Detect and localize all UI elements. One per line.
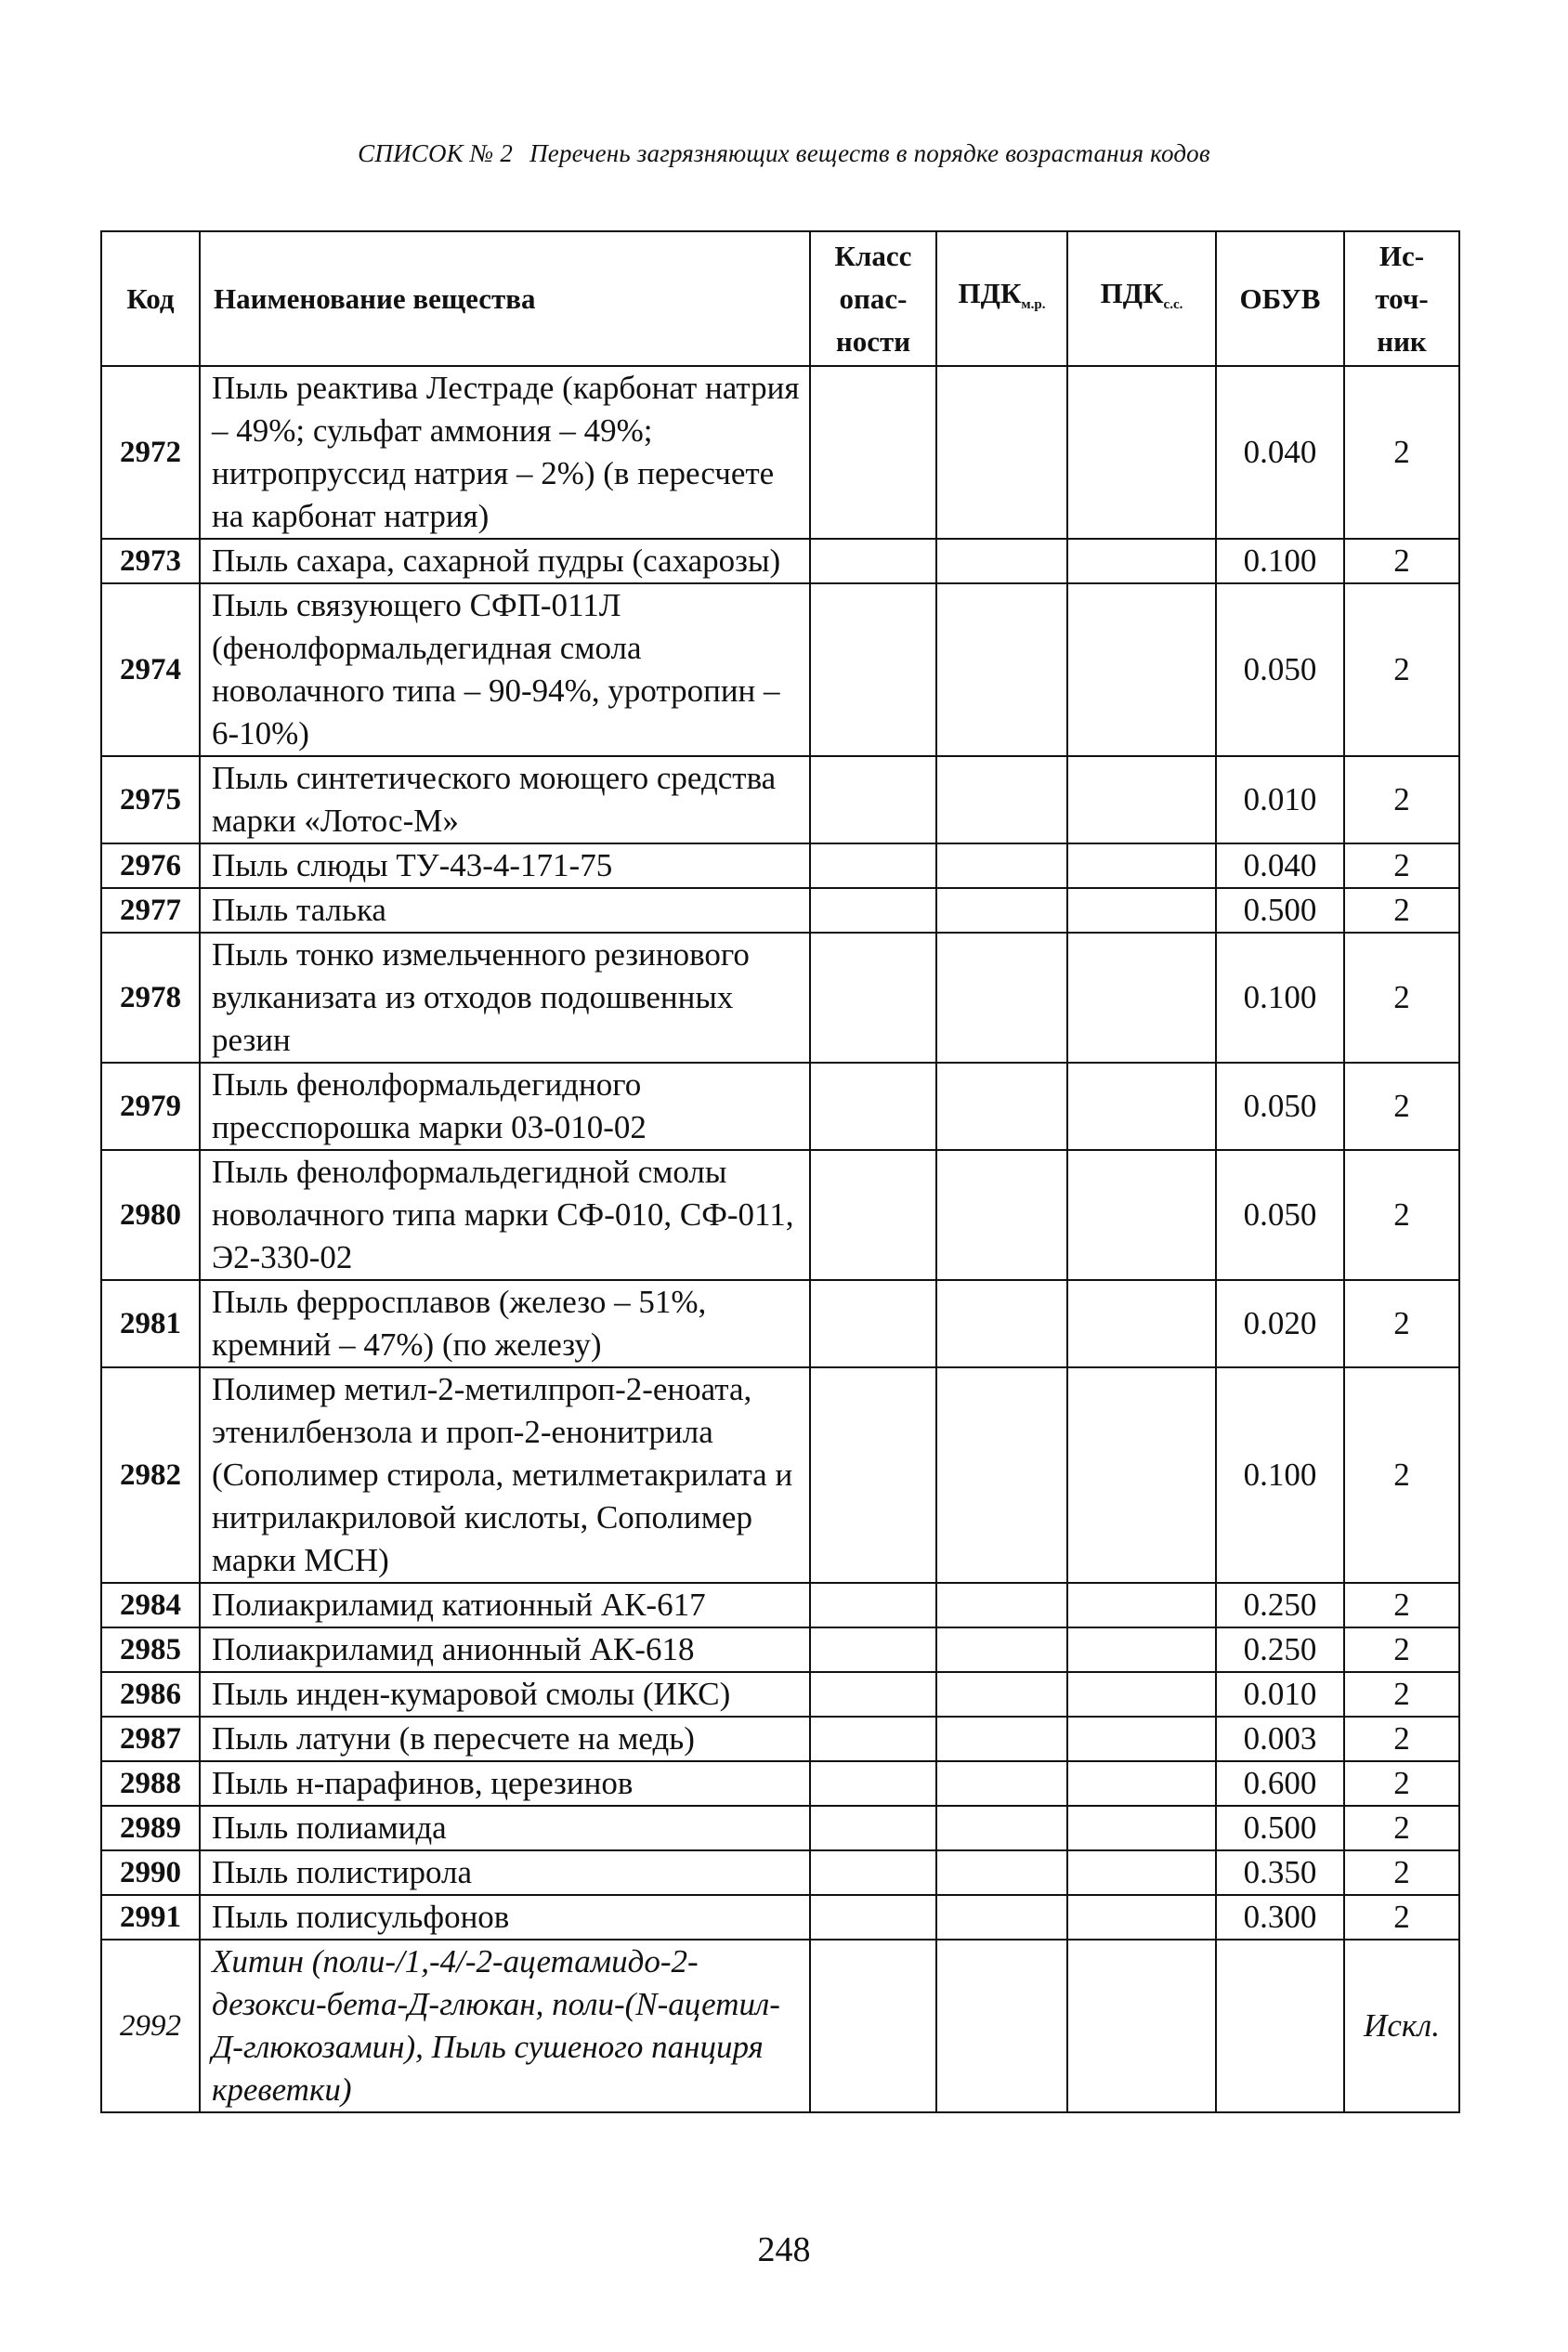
source-value: 2 (1344, 756, 1459, 843)
table-row (101, 1627, 1459, 1672)
source-value: 2 (1344, 933, 1459, 1063)
hazard-class-cell (810, 1717, 936, 1761)
pdk-mr-cell (936, 1895, 1067, 1940)
table-row (101, 1761, 1459, 1806)
pdk-ss-cell (1067, 888, 1216, 933)
source-value: 2 (1344, 1367, 1459, 1583)
obuv-value: 0.100 (1216, 933, 1344, 1063)
substance-name: Пыль полиамида (200, 1806, 810, 1850)
hazard-class-cell (810, 1850, 936, 1895)
source-value: 2 (1344, 1672, 1459, 1717)
substance-name: Пыль связующего СФП-011Л (фенолформальдегидная смола новолачного типа – 90-94%, уротропин – 6-10%) (200, 583, 810, 756)
source-value: 2 (1344, 583, 1459, 756)
substance-name: Пыль фенолформальдегидной смолы новолачного типа марки СФ-010, СФ-011, Э2-330-02 (200, 1150, 810, 1280)
source-value: 2 (1344, 1583, 1459, 1627)
pdk-mr-cell (936, 1063, 1067, 1150)
obuv-value (1216, 1940, 1344, 2112)
pdk-ss-cell (1067, 933, 1216, 1063)
source-value: 2 (1344, 1063, 1459, 1150)
substance-code: 2990 (101, 1850, 200, 1895)
substance-name: Пыль синтетического моющего средства марки «Лотос-М» (200, 756, 810, 843)
obuv-value: 0.040 (1216, 366, 1344, 539)
substance-code: 2991 (101, 1895, 200, 1940)
table-row (101, 1367, 1459, 1583)
substance-code: 2985 (101, 1627, 200, 1672)
source-value: 2 (1344, 1717, 1459, 1761)
hazard-class-cell (810, 583, 936, 756)
pdk-mr-cell (936, 1940, 1067, 2112)
hazard-class-cell (810, 756, 936, 843)
source-value: Искл. (1344, 1940, 1459, 2112)
table-body (101, 366, 1459, 2112)
substance-name: Полимер метил-2-метилпроп-2-еноата, этенилбензола и проп-2-енонитрила (Сополимер стирола, метилметакрилата и нитрилакриловой кислоты, Сополимер марки МСН) (200, 1367, 810, 1583)
substance-code: 2974 (101, 583, 200, 756)
substance-name: Пыль полистирола (200, 1850, 810, 1895)
substance-name: Пыль сахара, сахарной пудры (сахарозы) (200, 539, 810, 583)
col-header-name: Наименование вещества (200, 231, 810, 366)
source-value: 2 (1344, 366, 1459, 539)
pdk-ss-cell (1067, 1672, 1216, 1717)
pdk-mr-cell (936, 1583, 1067, 1627)
hazard-class-cell (810, 1672, 936, 1717)
obuv-value: 0.050 (1216, 583, 1344, 756)
source-value: 2 (1344, 1895, 1459, 1940)
pdk-mr-cell (936, 843, 1067, 888)
obuv-value: 0.500 (1216, 1806, 1344, 1850)
obuv-value: 0.500 (1216, 888, 1344, 933)
col-header-hazard-class (810, 231, 936, 366)
col-header-pdk-mr-base: ПДК (958, 276, 1022, 309)
pdk-mr-cell (936, 933, 1067, 1063)
obuv-value: 0.050 (1216, 1063, 1344, 1150)
obuv-value: 0.010 (1216, 1672, 1344, 1717)
obuv-value: 0.050 (1216, 1150, 1344, 1280)
pdk-mr-cell (936, 583, 1067, 756)
hazard-class-cell (810, 1627, 936, 1672)
obuv-value: 0.250 (1216, 1583, 1344, 1627)
substance-name: Полиакриламид анионный АК-618 (200, 1627, 810, 1672)
table-row (101, 1280, 1459, 1367)
col-header-hazard-class-line: опас- (839, 281, 908, 315)
pdk-ss-cell (1067, 1367, 1216, 1583)
table-row (101, 933, 1459, 1063)
table-row (101, 1806, 1459, 1850)
pdk-ss-cell (1067, 1850, 1216, 1895)
hazard-class-cell (810, 539, 936, 583)
substance-name: Полиакриламид катионный АК-617 (200, 1583, 810, 1627)
substance-name: Пыль талька (200, 888, 810, 933)
source-value: 2 (1344, 1150, 1459, 1280)
substance-name: Пыль н-парафинов, церезинов (200, 1761, 810, 1806)
pdk-mr-cell (936, 366, 1067, 539)
pdk-ss-cell (1067, 1895, 1216, 1940)
pdk-ss-cell (1067, 539, 1216, 583)
table-row (101, 1850, 1459, 1895)
pdk-ss-cell (1067, 366, 1216, 539)
source-value: 2 (1344, 1806, 1459, 1850)
table-row (101, 1063, 1459, 1150)
source-value: 2 (1344, 1850, 1459, 1895)
col-header-hazard-class-line: Класс (834, 239, 912, 272)
obuv-value: 0.100 (1216, 1367, 1344, 1583)
table-row (101, 366, 1459, 539)
substance-code: 2981 (101, 1280, 200, 1367)
pdk-mr-cell (936, 1850, 1067, 1895)
source-value: 2 (1344, 539, 1459, 583)
col-header-hazard-class-line: ности (835, 324, 911, 358)
substance-code: 2989 (101, 1806, 200, 1850)
pdk-ss-cell (1067, 1150, 1216, 1280)
pdk-ss-cell (1067, 1761, 1216, 1806)
table-row (101, 1717, 1459, 1761)
hazard-class-cell (810, 1367, 936, 1583)
substance-code: 2980 (101, 1150, 200, 1280)
pdk-mr-cell (936, 1761, 1067, 1806)
table-row (101, 539, 1459, 583)
pdk-ss-cell (1067, 1940, 1216, 2112)
pdk-ss-cell (1067, 1717, 1216, 1761)
obuv-value: 0.020 (1216, 1280, 1344, 1367)
pdk-mr-cell (936, 1717, 1067, 1761)
hazard-class-cell (810, 1895, 936, 1940)
substance-name: Пыль ферросплавов (железо – 51%, кремний – 47%) (по железу) (200, 1280, 810, 1367)
hazard-class-cell (810, 888, 936, 933)
pdk-ss-cell (1067, 1627, 1216, 1672)
obuv-value: 0.003 (1216, 1717, 1344, 1761)
substance-name: Пыль латуни (в пересчете на медь) (200, 1717, 810, 1761)
table-row (101, 756, 1459, 843)
pdk-ss-cell (1067, 1583, 1216, 1627)
col-header-pdk-ss-sub: с.с. (1163, 296, 1183, 312)
hazard-class-cell (810, 1063, 936, 1150)
col-header-pdk-ss (1067, 231, 1216, 366)
substance-code: 2972 (101, 366, 200, 539)
table-row (101, 1583, 1459, 1627)
pdk-ss-cell (1067, 1063, 1216, 1150)
substance-code: 2977 (101, 888, 200, 933)
substance-code: 2973 (101, 539, 200, 583)
table-row (101, 1940, 1459, 2112)
source-value: 2 (1344, 843, 1459, 888)
pdk-mr-cell (936, 1806, 1067, 1850)
col-header-source-line: точ- (1375, 281, 1429, 315)
hazard-class-cell (810, 1761, 936, 1806)
col-header-obuv: ОБУВ (1216, 231, 1344, 366)
table-row (101, 1672, 1459, 1717)
substance-code: 2992 (101, 1940, 200, 2112)
pdk-ss-cell (1067, 843, 1216, 888)
pdk-ss-cell (1067, 583, 1216, 756)
substance-code: 2975 (101, 756, 200, 843)
substance-code: 2976 (101, 843, 200, 888)
obuv-value: 0.010 (1216, 756, 1344, 843)
table-header-row (101, 231, 1459, 366)
hazard-class-cell (810, 1583, 936, 1627)
table-row (101, 843, 1459, 888)
substance-name: Пыль фенолформальдегидного пресспорошка марки 03-010-02 (200, 1063, 810, 1150)
hazard-class-cell (810, 1280, 936, 1367)
pdk-mr-cell (936, 1280, 1067, 1367)
source-value: 2 (1344, 1627, 1459, 1672)
hazard-class-cell (810, 1150, 936, 1280)
list-title: Перечень загрязняющих веществ в порядке возрастания кодов (529, 139, 1210, 167)
pdk-ss-cell (1067, 1280, 1216, 1367)
substance-code: 2979 (101, 1063, 200, 1150)
source-value: 2 (1344, 1761, 1459, 1806)
substance-name: Хитин (поли-/1,-4/-2-ацетамидо-2-дезокси-бета-Д-глюкан, поли-(N-ацетил-Д-глюкозамин), Пыль сушеного панциря креветки) (200, 1940, 810, 2112)
pdk-mr-cell (936, 1367, 1067, 1583)
list-label: СПИСОК № 2 (358, 139, 514, 167)
substance-name: Пыль полисульфонов (200, 1895, 810, 1940)
hazard-class-cell (810, 933, 936, 1063)
col-header-source-line: ник (1377, 324, 1427, 358)
col-header-pdk-mr (936, 231, 1067, 366)
col-header-pdk-mr-sub: м.р. (1021, 296, 1046, 312)
pdk-mr-cell (936, 888, 1067, 933)
pdk-ss-cell (1067, 1806, 1216, 1850)
table-row (101, 583, 1459, 756)
hazard-class-cell (810, 843, 936, 888)
substances-table (100, 230, 1460, 2113)
substance-code: 2987 (101, 1717, 200, 1761)
obuv-value: 0.100 (1216, 539, 1344, 583)
obuv-value: 0.040 (1216, 843, 1344, 888)
substance-code: 2982 (101, 1367, 200, 1583)
running-header (0, 139, 1568, 168)
obuv-value: 0.250 (1216, 1627, 1344, 1672)
col-header-source (1344, 231, 1459, 366)
substance-name: Пыль реактива Лестраде (карбонат натрия – 49%; сульфат аммония – 49%; нитропруссид натрия – 2%) (в пересчете на карбонат натрия) (200, 366, 810, 539)
obuv-value: 0.600 (1216, 1761, 1344, 1806)
source-value: 2 (1344, 888, 1459, 933)
table-row (101, 1895, 1459, 1940)
obuv-value: 0.350 (1216, 1850, 1344, 1895)
substance-name: Пыль слюды ТУ-43-4-171-75 (200, 843, 810, 888)
col-header-code: Код (101, 231, 200, 366)
substance-code: 2978 (101, 933, 200, 1063)
table-row (101, 888, 1459, 933)
substance-code: 2984 (101, 1583, 200, 1627)
pdk-mr-cell (936, 1627, 1067, 1672)
col-header-pdk-ss-base: ПДК (1100, 276, 1164, 309)
obuv-value: 0.300 (1216, 1895, 1344, 1940)
pdk-ss-cell (1067, 756, 1216, 843)
table-row (101, 1150, 1459, 1280)
pdk-mr-cell (936, 539, 1067, 583)
hazard-class-cell (810, 366, 936, 539)
substance-code: 2988 (101, 1761, 200, 1806)
substance-name: Пыль тонко измельченного резинового вулканизата из отходов подошвенных резин (200, 933, 810, 1063)
pdk-mr-cell (936, 756, 1067, 843)
substance-code: 2986 (101, 1672, 200, 1717)
pdk-mr-cell (936, 1150, 1067, 1280)
page-number: 248 (757, 2230, 811, 2269)
hazard-class-cell (810, 1806, 936, 1850)
source-value: 2 (1344, 1280, 1459, 1367)
col-header-source-line: Ис- (1379, 239, 1425, 272)
pdk-mr-cell (936, 1672, 1067, 1717)
substance-name: Пыль инден-кумаровой смолы (ИКС) (200, 1672, 810, 1717)
hazard-class-cell (810, 1940, 936, 2112)
